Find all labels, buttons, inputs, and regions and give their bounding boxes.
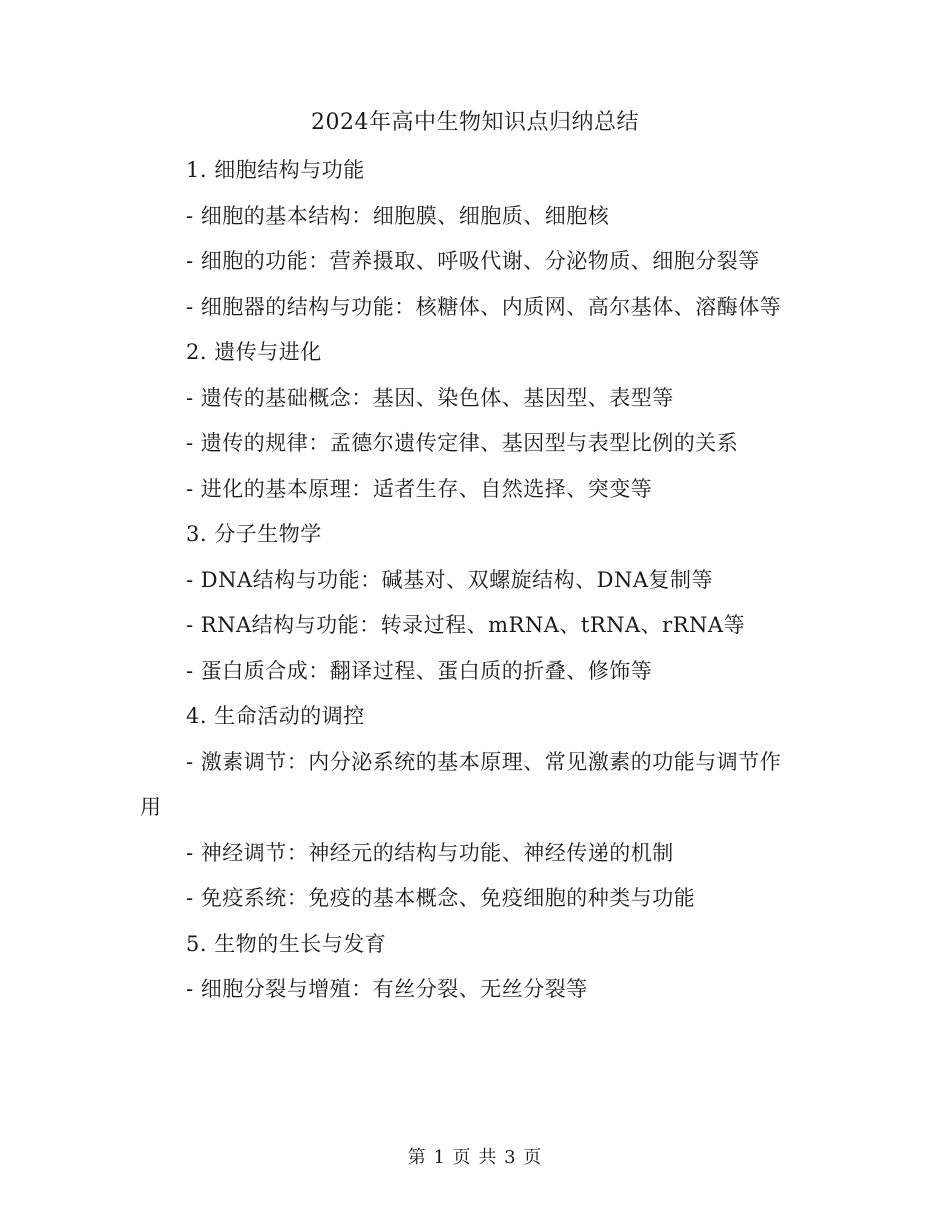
bullet-cell-function: - 细胞的功能：营养摄取、呼吸代谢、分泌物质、细胞分裂等 xyxy=(186,249,760,273)
bullet-cell-basic-structure: - 细胞的基本结构：细胞膜、细胞质、细胞核 xyxy=(186,203,610,228)
section-heading-molecular-biology: 3. 分子生物学 xyxy=(186,522,322,546)
bullet-nerve-regulation: - 神经调节：神经元的结构与功能、神经传递的机制 xyxy=(186,840,674,865)
bullet-hormone-regulation: - 激素调节：内分泌系统的基本原理、常见激素的功能与调节作用 xyxy=(140,749,782,819)
section-heading-regulation: 4. 生命活动的调控 xyxy=(186,704,365,728)
section-heading-growth-development: 5. 生物的生长与发育 xyxy=(186,931,387,956)
bullet-dna: - DNA结构与功能：碱基对、双螺旋结构、DNA复制等 xyxy=(186,567,714,592)
section-heading-cell-structure: 1. 细胞结构与功能 xyxy=(186,158,365,182)
bullet-protein-synthesis: - 蛋白质合成：翻译过程、蛋白质的折叠、修饰等 xyxy=(186,658,653,683)
document-title: 2024年高中生物知识点归纳总结 xyxy=(311,110,639,135)
section-heading-genetics-evolution: 2. 遗传与进化 xyxy=(186,340,322,364)
bullet-cell-division: - 细胞分裂与增殖：有丝分裂、无丝分裂等 xyxy=(186,977,588,1001)
bullet-genetics-laws: - 遗传的规律：孟德尔遗传定律、基因型与表型比例的关系 xyxy=(186,431,739,455)
document-body xyxy=(140,148,800,1013)
page-number-footer: 第 1 页 共 3 页 xyxy=(407,1147,543,1168)
bullet-evolution-principles: - 进化的基本原理：适者生存、自然选择、突变等 xyxy=(186,476,653,501)
bullet-organelles: - 细胞器的结构与功能：核糖体、内质网、高尔基体、溶酶体等 xyxy=(186,294,782,319)
bullet-genetics-basics: - 遗传的基础概念：基因、染色体、基因型、表型等 xyxy=(186,385,674,410)
bullet-immune-system: - 免疫系统：免疫的基本概念、免疫细胞的种类与功能 xyxy=(186,886,696,910)
bullet-rna: - RNA结构与功能：转录过程、mRNA、tRNA、rRNA等 xyxy=(186,613,746,637)
